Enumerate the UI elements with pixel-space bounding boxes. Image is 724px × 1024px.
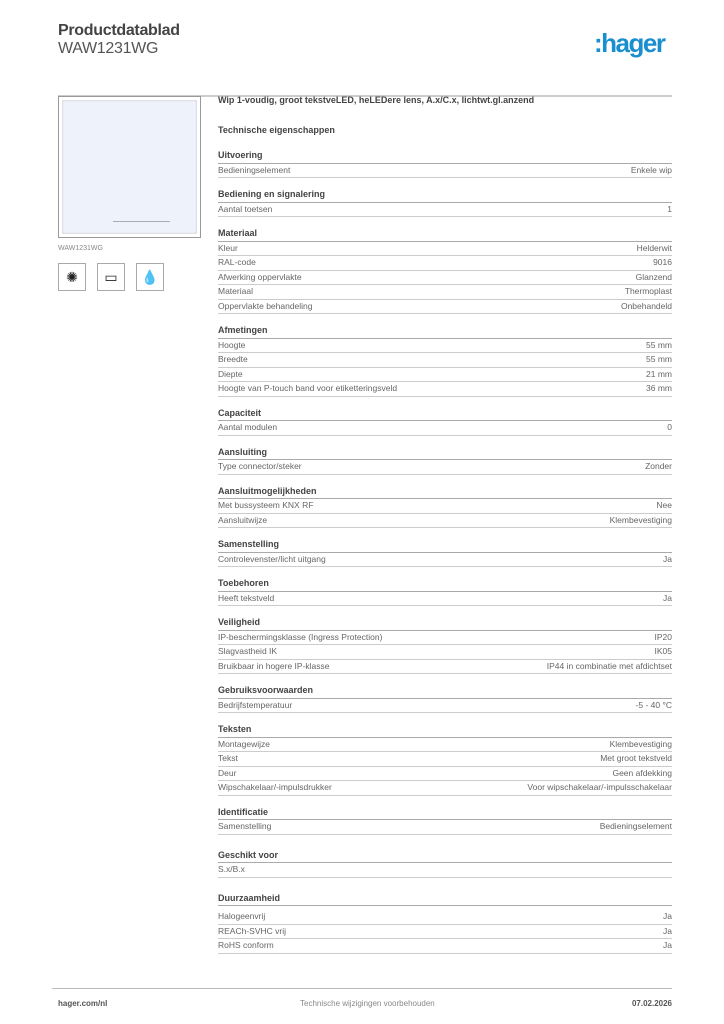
- property-label: Aansluitwijze: [218, 514, 268, 525]
- property-value: Thermoplast: [624, 286, 672, 296]
- property-row: [218, 863, 672, 878]
- property-row: [218, 767, 672, 782]
- product-image: [58, 96, 201, 238]
- property-label: Bruikbaar in hogere IP-klasse: [218, 660, 330, 671]
- section-heading: Afmetingen: [218, 324, 672, 339]
- property-label: Afwerking oppervlakte: [218, 271, 302, 282]
- property-row: [218, 660, 672, 675]
- property-row: [218, 421, 672, 436]
- property-label: Heeft tekstveld: [218, 592, 275, 603]
- section: [218, 538, 672, 567]
- property-value: IK05: [654, 646, 672, 656]
- property-value: 0: [667, 422, 672, 432]
- product-description: Wip 1-voudig, groot tekstveLED, heLEDere lens, A.x/C.x, lichtwt.gl.anzend: [218, 95, 535, 105]
- property-label: Kleur: [218, 242, 238, 253]
- section-heading: Veiligheid: [218, 616, 672, 631]
- section: [218, 324, 672, 397]
- section: [218, 407, 672, 436]
- property-label: Aantal modulen: [218, 422, 278, 432]
- property-value: Ja: [663, 925, 672, 936]
- section-heading: Gebruiksvoorwaarden: [218, 684, 672, 699]
- section: [218, 849, 672, 878]
- section-heading: Capaciteit: [218, 407, 672, 422]
- property-value: Ja: [663, 911, 672, 921]
- section-heading: Aansluiting: [218, 446, 672, 461]
- property-value: Voor wipschakelaar/-impulsschakelaar: [527, 782, 672, 792]
- led-light-icon: ✺: [58, 263, 86, 291]
- property-value: 55 mm: [646, 339, 672, 350]
- property-value: Met groot tekstveld: [600, 753, 672, 763]
- property-row: [218, 271, 672, 286]
- section: [218, 149, 672, 178]
- property-row: [218, 939, 672, 954]
- property-value: Nee: [656, 500, 672, 510]
- water-drops-icon: 💧: [136, 263, 164, 291]
- property-value: IP44 in combinatie met afdichtset: [546, 660, 672, 671]
- property-value: Ja: [663, 553, 672, 564]
- property-row: [218, 592, 672, 607]
- property-value: 9016: [653, 257, 672, 267]
- footer-link[interactable]: hager.com/nl: [58, 999, 108, 1008]
- hager-logo: :hager: [594, 28, 665, 58]
- section: [218, 227, 672, 314]
- section-heading: Identificatie: [218, 806, 672, 821]
- property-row: [218, 242, 672, 257]
- section-heading: Aansluitmogelijkheden: [218, 485, 672, 500]
- footer-divider: [52, 988, 672, 989]
- property-value: Enkele wip: [630, 164, 672, 175]
- section-heading: Materiaal: [218, 227, 672, 242]
- tech-title: Technische eigenschappen: [218, 125, 335, 135]
- section-heading: Samenstelling: [218, 538, 672, 553]
- property-label: Breedte: [218, 354, 248, 364]
- property-label: Aantal toetsen: [218, 203, 273, 214]
- property-row: [218, 382, 672, 397]
- section: [218, 446, 672, 475]
- section: [218, 616, 672, 674]
- property-row: [218, 353, 672, 368]
- property-label: Hoogte: [218, 339, 246, 350]
- section-heading: Geschikt voor: [218, 849, 672, 864]
- property-row: [218, 514, 672, 529]
- property-row: [218, 631, 672, 646]
- property-row: [218, 820, 672, 835]
- section: [218, 806, 672, 835]
- property-row: [218, 285, 672, 300]
- property-row: [218, 752, 672, 767]
- property-value: 1: [667, 203, 672, 214]
- property-label: RoHS conform: [218, 940, 274, 950]
- property-value: Ja: [663, 940, 672, 950]
- property-value: IP20: [654, 631, 672, 642]
- property-value: Zonder: [645, 461, 672, 471]
- section-heading: Teksten: [218, 723, 672, 738]
- property-label: Montagewijze: [218, 738, 270, 749]
- property-row: [218, 699, 672, 714]
- property-value: Ja: [663, 592, 672, 603]
- section-heading: Bediening en signalering: [218, 188, 672, 203]
- property-label: Halogeenvrij: [218, 911, 266, 921]
- property-label: Hoogte van P-touch band voor etiketteringsveld: [218, 383, 398, 393]
- section-heading: Duurzaamheid: [218, 892, 672, 907]
- product-code: WAW1231WG: [58, 40, 159, 57]
- property-value: Bedieningselement: [599, 821, 672, 831]
- property-label: Oppervlakte behandeling: [218, 300, 313, 311]
- property-label: Materiaal: [218, 286, 253, 296]
- product-image-caption: WAW1231WG: [58, 245, 103, 252]
- property-value: Klembevestiging: [609, 738, 672, 749]
- footer-date: 07.02.2026: [631, 999, 672, 1008]
- section-heading: Toebehoren: [218, 577, 672, 592]
- property-label: Wipschakelaar/-impulsdrukker: [218, 782, 332, 792]
- property-label: RAL-code: [218, 257, 256, 267]
- property-value: 21 mm: [646, 368, 672, 379]
- property-label: Bedieningselement: [218, 164, 291, 175]
- property-row: [218, 910, 672, 925]
- property-label: IP-beschermingsklasse (Ingress Protection): [218, 631, 383, 642]
- property-row: [218, 925, 672, 940]
- property-row: [218, 553, 672, 568]
- property-label: Samenstelling: [218, 821, 272, 831]
- property-label: Deur: [218, 767, 237, 778]
- property-value: Klembevestiging: [609, 514, 672, 525]
- footer-note: Technische wijzigingen voorbehouden: [300, 999, 435, 1008]
- feature-icons: [58, 263, 164, 291]
- property-label: S.x/B.x: [218, 864, 245, 874]
- property-label: Diepte: [218, 368, 243, 379]
- property-label: Type connector/steker: [218, 461, 302, 471]
- property-label: Controlevenster/licht uitgang: [218, 553, 326, 564]
- property-value: Geen afdekking: [612, 767, 672, 778]
- property-label: REACh-SVHC vrij: [218, 925, 287, 936]
- property-value: -5 - 40 °C: [635, 699, 672, 710]
- property-value: Helderwit: [636, 242, 672, 253]
- property-row: [218, 256, 672, 271]
- section: [218, 188, 672, 217]
- section: [218, 577, 672, 606]
- property-row: [218, 339, 672, 354]
- property-row: [218, 460, 672, 475]
- property-value: Onbehandeld: [620, 300, 672, 311]
- property-value: Glanzend: [635, 271, 672, 282]
- page-title: Productdatablad: [58, 22, 180, 39]
- section-heading: Uitvoering: [218, 149, 672, 164]
- property-row: [218, 203, 672, 218]
- property-row: [218, 738, 672, 753]
- property-row: [218, 368, 672, 383]
- property-label: Met bussysteem KNX RF: [218, 500, 314, 510]
- text-field-icon: ▭: [97, 263, 125, 291]
- property-row: [218, 300, 672, 315]
- properties: [218, 95, 672, 964]
- property-value: 36 mm: [646, 383, 672, 393]
- section: [218, 684, 672, 713]
- section: [218, 723, 672, 796]
- property-label: Bedrijfstemperatuur: [218, 699, 293, 710]
- property-row: [218, 164, 672, 179]
- property-row: [218, 499, 672, 514]
- property-label: Slagvastheid IK: [218, 646, 278, 656]
- property-row: [218, 645, 672, 660]
- section: [218, 485, 672, 529]
- section: [218, 892, 672, 954]
- property-value: 55 mm: [646, 354, 672, 364]
- property-label: Tekst: [218, 753, 238, 763]
- property-row: [218, 781, 672, 796]
